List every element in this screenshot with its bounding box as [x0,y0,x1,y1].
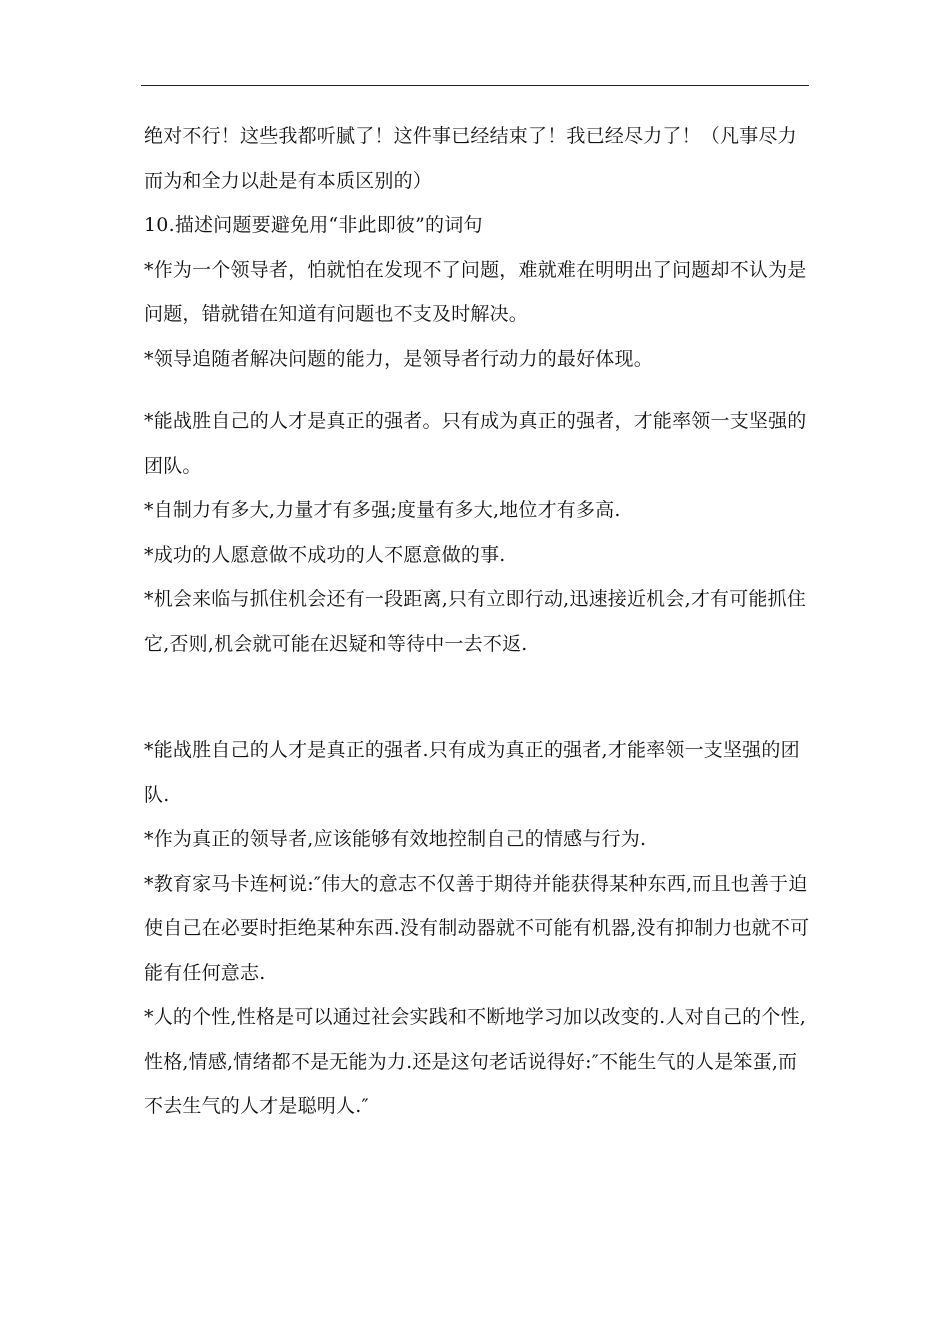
paragraph: *领导追随者解决问题的能力，是领导者行动力的最好体现。 [144,347,653,370]
paragraph-gap [144,666,814,728]
paragraph: *人的个性,性格是可以通过社会实践和不断地学习加以改变的.人对自己的个性,性格,情感,情绪都不是无能为力.还是这句老话说得好:″不能生气的人是笨蛋,而不去生气的人才是聪明人.″ [144,1006,807,1117]
section-heading: 10.描述问题要避免用“非此即彼”的词句 [144,214,483,236]
paragraph-gap [144,381,814,399]
header-rule [141,85,809,86]
paragraph: *教育家马卡连柯说:″伟大的意志不仅善于期待并能获得某种东西,而且也善于迫使自己在必要时拒绝某种东西.没有制动器就不可能有机器,没有抑制力也就不可能有任何意志. [144,872,810,984]
paragraph: *能战胜自己的人才是真正的强者.只有成为真正的强者,才能率领一支坚强的团队. [144,739,800,806]
paragraph: *成功的人愿意做不成功的人不愿意做的事. [144,543,506,566]
paragraph: *作为真正的领导者,应该能够有效地控制自己的情感与行为. [144,828,647,850]
paragraph: *机会来临与抓住机会还有一段距离,只有立即行动,迅速接近机会,才有可能抓住它,否则,机会就可能在迟疑和等待中一去不返. [144,588,807,655]
paragraph: *能战胜自己的人才是真正的强者。只有成为真正的强者，才能率领一支坚强的团队。 [144,410,807,477]
paragraph: 绝对不行！这些我都听腻了！这件事已经结束了！我已经尽力了！（凡事尽力而为和全力以赴是有本质区别的） [144,125,797,192]
paragraph: *自制力有多大,力量才有多强;度量有多大,地位才有多高. [144,499,621,521]
document-body [144,114,814,1129]
paragraph: *作为一个领导者，怕就怕在发现不了问题，难就难在明明出了问题却不认为是问题，错就错在知道有问题也不支及时解决。 [144,258,807,325]
